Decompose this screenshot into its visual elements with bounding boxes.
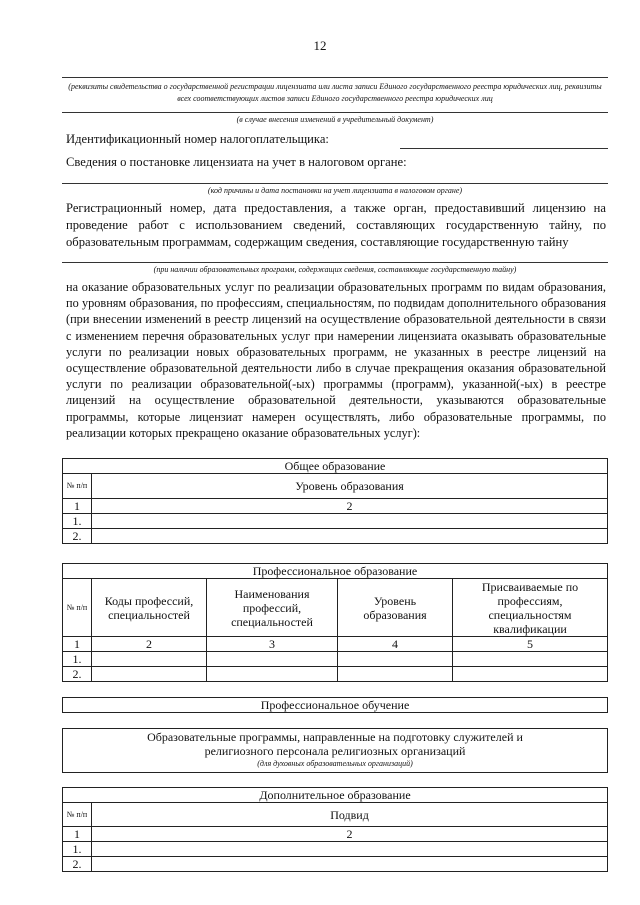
- tax-label: Сведения о постановке лицензиата на учет в налоговом органе:: [66, 155, 407, 169]
- col-names: Наименования профессий, специальностей: [207, 579, 338, 637]
- inn-label: Идентификационный номер налогоплательщика:: [66, 132, 329, 146]
- caption-charter: (в случае внесения изменений в учредительный документ): [236, 115, 434, 124]
- professional-education-table: [62, 563, 608, 682]
- table-row: [63, 857, 608, 872]
- table-row: [63, 652, 608, 667]
- input-cell[interactable]: [92, 652, 207, 667]
- col-qualification: Присваиваемые по профессиям, специальностям квалификации: [453, 579, 608, 637]
- table-title: Дополнительное образование: [63, 788, 608, 803]
- input-cell[interactable]: [207, 667, 338, 682]
- table-row: [63, 529, 608, 544]
- services-paragraph: на оказание образовательных услуг по реализации образовательных программ по видам образования, по уровням образования, по профессиям, специальностям, по подвидам дополнительного образования (при внесении изменений в реестр лицензий на осуществление образовательной деятельности в связи с изменением перечня образовательных услуг при намерении лицензиата оказывать образовательные услуги по реализации новых образовательных программ, не указанных в реестре лицензий на осуществление образовательной деятельности либо в случае прекращения оказания образовательной услуги по реализации образовательной(-ых) программы (программ), указанной(-ых) в реестре лицензий на осуществление образовательной деятельности, указываются образовательные программы, которые лицензиат намерен осуществлять, либо образовательные программы, по реализации которых прекращено оказание образовательных услуг):: [66, 280, 606, 440]
- secret-paragraph: Регистрационный номер, дата предоставления, а также орган, предоставивший лицензию на проведение работ с использованием сведений, составляющих государственную тайну, по образовательным программам, содержащим сведения, составляющие государственную тайну: [66, 201, 606, 249]
- input-cell[interactable]: [338, 652, 453, 667]
- input-cell[interactable]: [338, 667, 453, 682]
- cell: 2.: [63, 857, 92, 872]
- input-cell[interactable]: [453, 667, 608, 682]
- col-subtype: Подвид: [92, 803, 608, 827]
- col-level: Уровень образования: [338, 579, 453, 637]
- table-title: Общее образование: [63, 459, 608, 474]
- caption-secret: (при наличии образовательных программ, содержащих сведения, составляющие государственную тайну): [153, 265, 517, 274]
- input-cell[interactable]: [92, 842, 608, 857]
- page-number: 12: [313, 38, 327, 53]
- caption-tax: (код причины и дата постановки на учет лицензиата в налоговом органе): [207, 186, 463, 195]
- inn-field[interactable]: [400, 148, 608, 149]
- input-cell[interactable]: [453, 652, 608, 667]
- input-cell[interactable]: [92, 857, 608, 872]
- tax-field[interactable]: [62, 183, 608, 184]
- table-row: [63, 514, 608, 529]
- cell: 3: [207, 637, 338, 652]
- cell: 1: [63, 827, 92, 842]
- divider: [62, 77, 608, 78]
- input-cell[interactable]: [92, 529, 608, 544]
- professional-training-box: Профессиональное обучение: [62, 697, 608, 713]
- additional-education-table: [62, 787, 608, 872]
- cell: 1.: [63, 514, 92, 529]
- caption-registry: (реквизиты свидетельства о государственной регистрации лицензиата или листа записи Единого государственного реестра юридических лиц, реквизиты всех соответствующих листов записи Единого государственного реестра юридических лиц: [68, 82, 602, 103]
- input-cell[interactable]: [207, 652, 338, 667]
- cell: 5: [453, 637, 608, 652]
- cell: 1.: [63, 652, 92, 667]
- cell: 2.: [63, 529, 92, 544]
- input-cell[interactable]: [92, 667, 207, 682]
- cell: 1: [63, 637, 92, 652]
- table-title: Профессиональное образование: [63, 564, 608, 579]
- cell: 2: [92, 637, 207, 652]
- cell: 4: [338, 637, 453, 652]
- input-cell[interactable]: [92, 514, 608, 529]
- col-number: № п/п: [63, 803, 92, 827]
- col-number: № п/п: [63, 474, 92, 499]
- secret-field[interactable]: [62, 262, 608, 263]
- religious-programs-box: [62, 728, 608, 773]
- cell: 2: [92, 499, 608, 514]
- religious-title: Образовательные программы, направленные на подготовку служителей и религиозного персонала религиозных организаций: [147, 730, 523, 758]
- col-codes: Коды профессий, специальностей: [92, 579, 207, 637]
- table-row: [63, 667, 608, 682]
- divider: [62, 112, 608, 113]
- cell: 2.: [63, 667, 92, 682]
- col-number: № п/п: [63, 579, 92, 637]
- table-row: [63, 842, 608, 857]
- cell: 2: [92, 827, 608, 842]
- general-education-table: [62, 458, 608, 544]
- cell: 1.: [63, 842, 92, 857]
- col-level: Уровень образования: [92, 474, 608, 499]
- religious-note: (для духовных образовательных организаций): [257, 759, 413, 768]
- cell: 1: [63, 499, 92, 514]
